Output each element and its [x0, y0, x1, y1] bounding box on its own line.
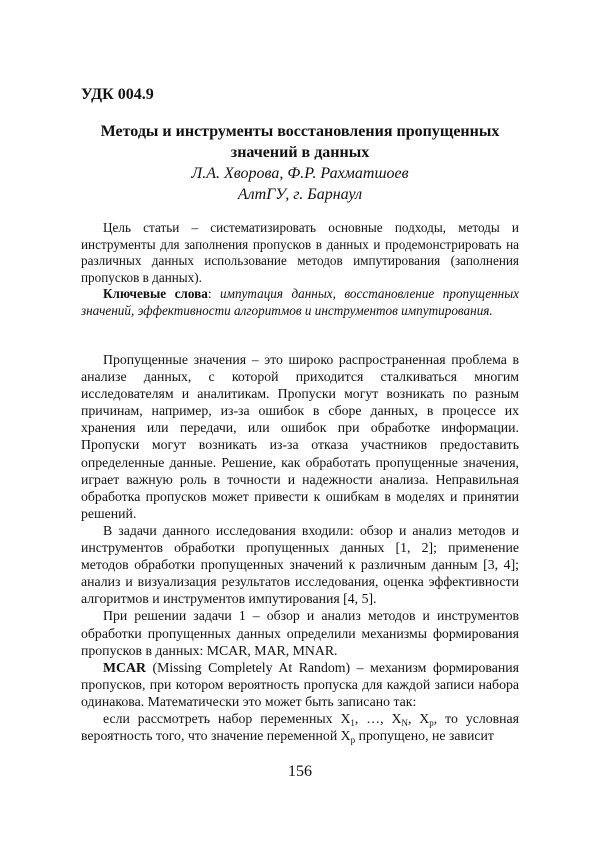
article-header	[81, 121, 519, 205]
article-title	[81, 121, 519, 163]
title-line-1: Методы и инструменты восстановления пропущенных	[100, 123, 500, 140]
authors: Л.А. Хворова, Ф.Р. Рахматшоев	[191, 165, 409, 182]
udk-code: УДК 004.9	[81, 86, 154, 103]
paragraph-4	[81, 659, 519, 710]
keywords-separator: :	[207, 286, 212, 302]
subscript-p: p	[429, 717, 434, 728]
p5-text-c: , X	[407, 710, 430, 726]
article-body	[81, 351, 519, 744]
mcar-definition: (Missing Completely At Random) – механизм формирования пропусков, при котором вероятность пропуска для каждой записи набора одинакова. Математически это может быть записано так:	[81, 659, 519, 709]
paragraph-3: При решении задачи 1 – обзор и анализ методов и инструментов обработки пропущенных данных определили механизмы формирования пропусков в данных: MCAR, MAR, MNAR.	[81, 608, 519, 658]
paragraph-2: В задачи данного исследования входили: обзор и анализ методов и инструментов обработки пропущенных данных [1, 2]; применение методов обработки пропущенных значений к различным данным [3, 4]; анализ и визуализация результатов исследования, оценка эффективности алгоритмов и инструментов импутирования [4, 5].	[81, 522, 519, 607]
page-number: 156	[288, 763, 312, 780]
p5-text-e: пропущено, не зависит	[355, 728, 494, 744]
p5-text-a: если рассмотреть набор переменных X	[103, 710, 351, 726]
affiliation: АлтГУ, г. Барнаул	[237, 186, 363, 203]
keywords-list: импутация данных, восстановление пропущенных значений, эффективности алгоритмов и инструментов импутирования.	[81, 286, 519, 318]
title-line-2: значений в данных	[230, 144, 370, 161]
keywords	[81, 286, 519, 319]
paragraph-1: Пропущенные значения – это широко распространенная проблема в анализе данных, с которой приходится сталкиваться многим исследователям и аналитикам. Пропуски могут возникать по разным причинам, например, из-за ошибок в сборе данных, в процессе их хранения или передачи, или ошибок при обработке информации. Пропуски могут возникать из-за отказа участников предоставить определенные данные. Решение, как обработать пропущенные значения, играет важную роль в точности и надежности анализа. Неправильная обработка пропусков может привести к ошибкам в моделях и принятии решений.	[81, 352, 519, 521]
subscript-n: N	[401, 717, 408, 728]
abstract-purpose: Цель статьи – систематизировать основные подходы, методы и инструменты для заполнения пропусков в данных и продемонстрировать на различных данных использование методов импутирования (заполнения пропусков в данных).	[81, 220, 519, 285]
mcar-term: MCAR	[103, 659, 146, 675]
p5-text-d: , то условная вероятность того, что значение переменной X	[81, 710, 519, 744]
paragraph-5	[81, 710, 519, 744]
subscript-1: 1	[350, 717, 355, 728]
subscript-p-2: p	[350, 735, 356, 746]
abstract	[81, 220, 519, 320]
p5-text-b: , …, X	[354, 710, 402, 726]
keywords-label: Ключевые слова	[103, 286, 208, 302]
